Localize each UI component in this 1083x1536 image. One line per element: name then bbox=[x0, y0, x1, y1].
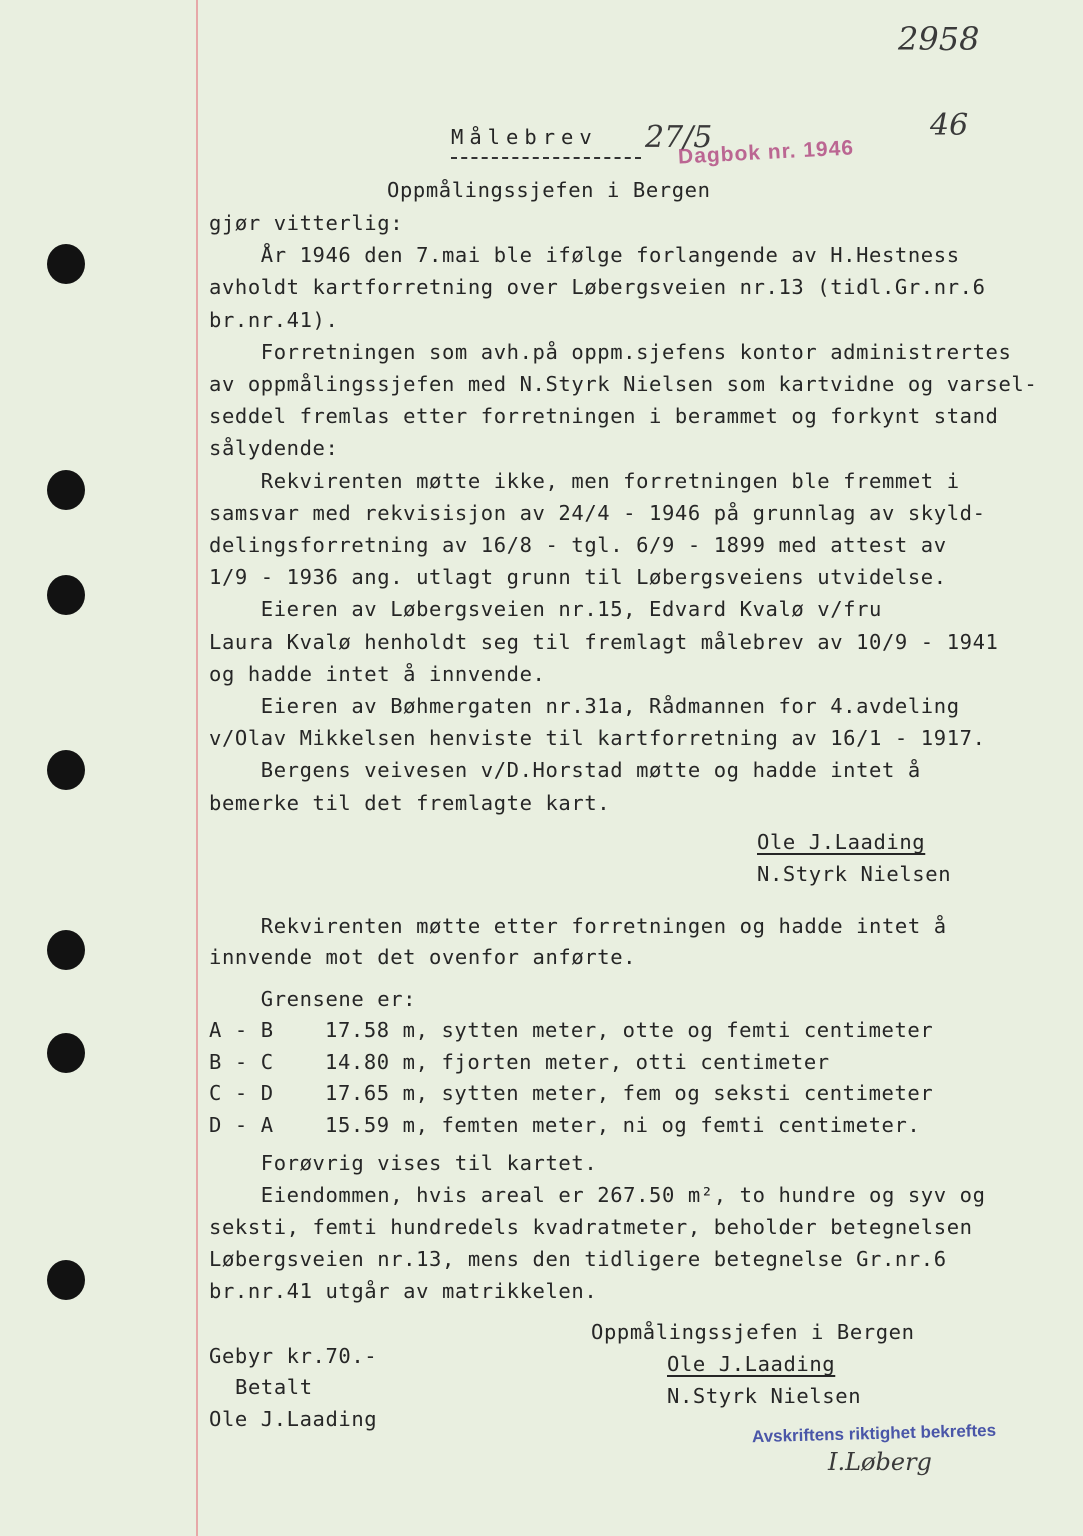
text-line: br.nr.41). bbox=[209, 307, 339, 332]
punch-hole bbox=[47, 575, 85, 615]
document-title: Målebrev bbox=[451, 125, 598, 149]
year-note: 46 bbox=[930, 108, 969, 143]
text-line: Rekvirenten møtte ikke, men forretningen ble fremmet i bbox=[209, 468, 960, 493]
boundary-segment: B - C bbox=[209, 1049, 274, 1074]
text-line: av oppmålingssjefen med N.Styrk Nielsen som kartvidne og varsel- bbox=[209, 372, 1038, 396]
text-line: År 1946 den 7.mai ble ifølge forlangende av H.Hestness bbox=[209, 243, 960, 268]
certifier-signature: I.Løberg bbox=[828, 1448, 932, 1476]
certification-stamp: Avskriftens riktighet bekreftes bbox=[751, 1420, 997, 1447]
footer-signer1: Ole J.Laading bbox=[667, 1352, 836, 1376]
text-line: delingsforretning av 16/8 - tgl. 6/9 - 1899 med attest av bbox=[209, 533, 947, 557]
date-note: 27/5 bbox=[645, 120, 713, 155]
paid-by: Ole J.Laading bbox=[209, 1407, 378, 1431]
text-line: br.nr.41 utgår av matrikkelen. bbox=[209, 1279, 598, 1303]
boundary-segment: A - B bbox=[209, 1018, 274, 1042]
text-line: Eieren av Bøhmergaten nr.31a, Rådmannen for 4.avdeling bbox=[209, 694, 960, 718]
punch-hole bbox=[47, 470, 85, 510]
punch-hole bbox=[47, 750, 85, 790]
text-line: gjør vitterlig: bbox=[209, 211, 404, 235]
punch-hole bbox=[47, 930, 85, 970]
signature-laading: Ole J.Laading bbox=[757, 830, 926, 854]
signature-nielsen: N.Styrk Nielsen bbox=[757, 862, 952, 886]
margin-line bbox=[196, 0, 198, 1536]
text-line: Forøvrig vises til kartet. bbox=[209, 1151, 598, 1175]
boundary-length: 17.65 m, sytten meter, fem og seksti centimeter bbox=[325, 1081, 934, 1105]
text-line: Forretningen som avh.på oppm.sjefens kontor administrertes bbox=[209, 339, 1012, 364]
boundary-length: 14.80 m, fjorten meter, otti centimeter bbox=[325, 1049, 830, 1074]
footer-office: Oppmålingssjefen i Bergen bbox=[591, 1320, 915, 1344]
text-line: samsvar med rekvisisjon av 24/4 - 1946 på grunnlag av skyld- bbox=[209, 500, 986, 525]
boundary-length: 17.58 m, sytten meter, otte og femti centimeter bbox=[325, 1018, 934, 1042]
boundaries-heading: Grensene er: bbox=[209, 987, 417, 1011]
text-line: avholdt kartforretning over Løbergsveien nr.13 (tidl.Gr.nr.6 bbox=[209, 275, 986, 300]
boundary-segment: D - A bbox=[209, 1112, 274, 1137]
text-line: v/Olav Mikkelsen henviste til kartforretning av 16/1 - 1917. bbox=[209, 726, 986, 751]
text-line: Eieren av Løbergsveien nr.15, Edvard Kvalø v/fru bbox=[209, 597, 882, 622]
text-line: Laura Kvalø henholdt seg til fremlagt målebrev av 10/9 - 1941 bbox=[209, 629, 999, 654]
page-number: 2958 bbox=[898, 20, 980, 58]
boundary-segment: C - D bbox=[209, 1081, 274, 1105]
text-line: seddel fremlas etter forretningen i berammet og forkynt stand bbox=[209, 404, 999, 429]
punch-hole bbox=[47, 244, 85, 284]
footer-signer2: N.Styrk Nielsen bbox=[667, 1384, 862, 1408]
text-line: 1/9 - 1936 ang. utlagt grunn til Løbergsveiens utvidelse. bbox=[209, 565, 947, 590]
text-line: sålydende: bbox=[209, 436, 339, 461]
punch-hole bbox=[47, 1260, 85, 1300]
punch-hole bbox=[47, 1033, 85, 1073]
text-line: Bergens veivesen v/D.Horstad møtte og hadde intet å bbox=[209, 758, 921, 783]
boundary-length: 15.59 m, femten meter, ni og femti centimeter. bbox=[325, 1112, 921, 1137]
text-line: Løbergsveien nr.13, mens den tidligere betegnelse Gr.nr.6 bbox=[209, 1247, 947, 1271]
text-line: seksti, femti hundredels kvadratmeter, beholder betegnelsen bbox=[209, 1215, 973, 1239]
paid-label: Betalt bbox=[235, 1375, 313, 1399]
text-line: bemerke til det fremlagte kart. bbox=[209, 790, 611, 815]
fee: Gebyr kr.70.- bbox=[209, 1344, 378, 1368]
title-underline bbox=[451, 157, 641, 159]
text-line: og hadde intet å innvende. bbox=[209, 661, 546, 686]
text-line: innvende mot det ovenfor anførte. bbox=[209, 945, 637, 969]
office-heading: Oppmålingssjefen i Bergen bbox=[387, 178, 711, 202]
text-line: Eiendommen, hvis areal er 267.50 m², to hundre og syv og bbox=[209, 1183, 986, 1207]
journal-stamp: Dagbok nr. 1946 bbox=[677, 136, 855, 169]
text-line: Rekvirenten møtte etter forretningen og hadde intet å bbox=[209, 914, 947, 938]
